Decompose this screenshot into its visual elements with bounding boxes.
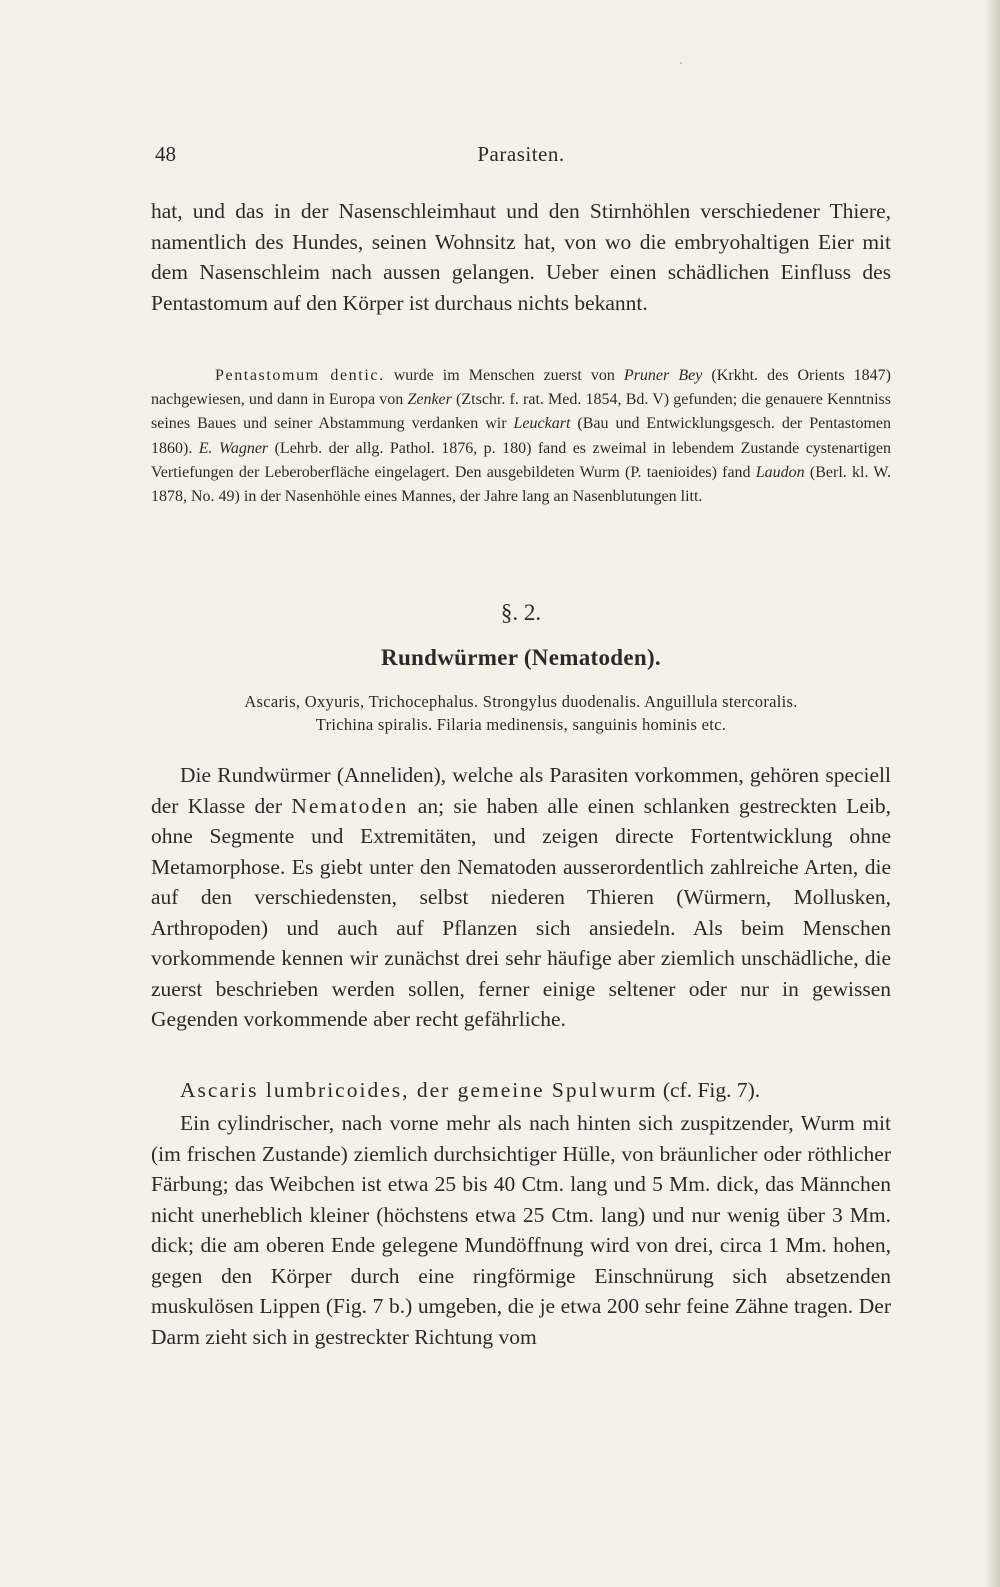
note-author-leuckart: Leuckart xyxy=(513,415,571,433)
note-text: Pentastomum dentic. wurde im Menschen zuerst von Pruner Bey (Krkht. des Orients 1847) nachgewiesen, und dann in Europa von Zenker (Ztschr. f. rat. Med. 1854, Bd. V) gefunden; die genauere Kenntniss seines Baues und seiner Abstammung verdanken wir Leuckart (Bau und Entwicklungsgesch. der Pentastomen 1860). E. Wagner (Lehrb. der allg. Pathol. 1876, p. 180) fand es zweimal in lebendem Zustande cystenartigen Vertiefungen der Leberoberfläche eingelagert. Den ausgebildeten Wurm (P. taenioides) fand Laudon (Berl. kl. W. 1878, No. 49) in der Nasenhöhle eines Mannes, der Jahre lang an Nasenblutungen litt. xyxy=(151,367,892,506)
running-head: Parasiten. xyxy=(477,142,565,166)
ascaris-heading xyxy=(151,1075,891,1106)
paragraph-top-text: hat, und das in der Nasenschleimhaut und den Stirnhöhlen verschiedener Thiere, namentlich des Hundes, seinen Wohnsitz hat, von wo die embryohaltigen Eier mit dem Nasenschleim nach aussen gelangen. Ueber einen schädlichen Einfluss des Pentastomum auf den Körper ist durchaus nichts bekannt. xyxy=(151,199,891,315)
note-author-laudon: Laudon xyxy=(755,463,805,481)
section-mark: §. 2. xyxy=(500,600,542,625)
ascaris-heading-name: Ascaris lumbricoides, der gemeine Spulwurm xyxy=(180,1078,658,1102)
genera-list xyxy=(151,690,891,736)
page-number: 48 xyxy=(155,142,176,166)
paragraph-intro-text: Die Rundwürmer (Anneliden), welche als Parasiten vorkommen, gehören speciell der Klasse der Nematoden an; sie haben alle einen schlanken gestreckten Leib, ohne Segmente und Extremitäten, und zeigen directe Fortentwicklung ohne Metamorphose. Es giebt unter den Nematoden ausserordentlich zahlreiche Arten, die auf den verschiedensten, selbst niederen Thieren (Würmern, Mollusken, Arthropoden) und auch auf Pflanzen sich ansiedeln. Als beim Menschen vorkommende kennen wir zunächst drei sehr häufige aber ziemlich unschädliche, die zuerst beschrieben werden sollen, ferner einige seltener oder nur in gewissen Gegenden vorkommende aber recht gefährliche. xyxy=(151,763,891,1031)
paper-speck xyxy=(680,62,682,64)
note-author-pruner-bey: Pruner Bey xyxy=(623,367,703,384)
paragraph-top xyxy=(151,196,891,318)
paragraph-ascaris xyxy=(151,1108,891,1352)
paragraph-ascaris-text: Ein cylindrischer, nach vorne mehr als nach hinten sich zuspitzender, Wurm mit (im frischen Zustande) ziemlich durchsichtiger Hülle, von bräunlicher oder röthlicher Färbung; das Weibchen ist etwa 25 bis 40 Ctm. lang und 5 Mm. dick, das Männchen nicht unerheblich kleiner (höchstens etwa 25 Ctm. lang) und nur wenig über 3 Mm. dick; die am oberen Ende gelegene Mundöffnung wird von drei, circa 1 Mm. hohen, gegen den Körper durch eine ringförmige Einschnürung sich absetzenden muskulösen Lippen (Fig. 7 b.) umgeben, die je etwa 200 sehr feine Zähne tragen. Der Darm zieht sich in gestreckter Richtung vom xyxy=(151,1111,891,1349)
page-edge-shadow xyxy=(984,0,1000,1587)
note-author-wagner: E. Wagner xyxy=(198,439,269,457)
genera-line-2: Trichina spiralis. Filaria medinensis, sanguinis hominis etc. xyxy=(315,715,727,734)
note-species: Pentastomum dentic. xyxy=(215,367,385,384)
section-title: Rundwürmer (Nematoden). xyxy=(381,645,661,670)
paragraph-intro xyxy=(151,760,891,1035)
note-author-zenker: Zenker xyxy=(407,391,452,409)
genera-line-1: Ascaris, Oxyuris, Trichocephalus. Strongylus duodenalis. Anguillula stercoralis. xyxy=(244,692,798,711)
page-header xyxy=(151,142,891,168)
note-paragraph xyxy=(151,364,891,509)
term-nematoden: Nematoden xyxy=(291,793,409,818)
ascaris-heading-ref: (cf. Fig. 7). xyxy=(657,1078,761,1102)
